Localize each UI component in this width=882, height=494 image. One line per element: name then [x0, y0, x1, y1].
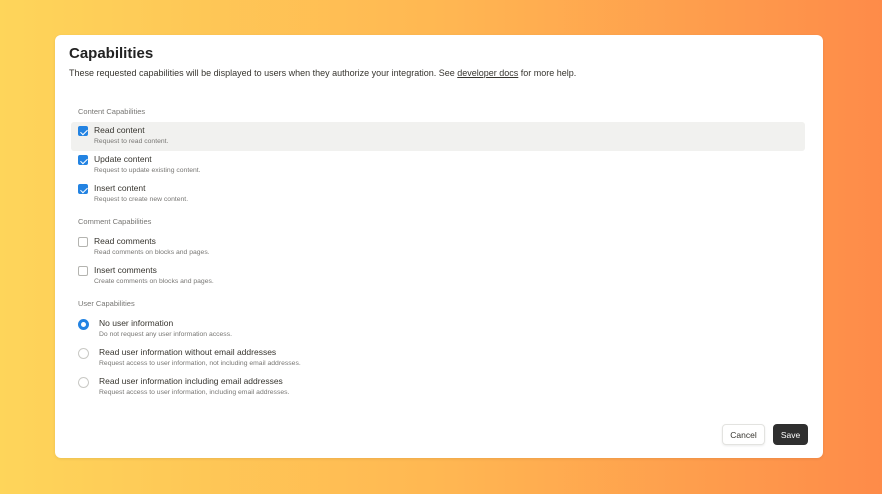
option-title: Read user information without email addresses	[99, 347, 277, 357]
capability-title: Read content	[94, 125, 145, 135]
option-subtitle: Do not request any user information access.	[99, 330, 232, 338]
capability-read-comments[interactable]	[71, 233, 805, 262]
capability-subtitle: Request to update existing content.	[94, 166, 201, 174]
description-suffix: for more help.	[518, 68, 577, 78]
capability-subtitle: Request to read content.	[94, 137, 169, 145]
user-option-none[interactable]	[71, 315, 805, 344]
developer-docs-link[interactable]: developer docs	[457, 68, 519, 78]
capability-title: Update content	[94, 154, 152, 164]
option-subtitle: Request access to user information, including email addresses.	[99, 388, 290, 396]
capability-subtitle: Read comments on blocks and pages.	[94, 248, 210, 256]
capability-title: Insert comments	[94, 265, 157, 275]
capability-update-content[interactable]	[71, 151, 805, 180]
save-button[interactable]: Save	[773, 424, 808, 445]
no-user-info-radio[interactable]	[78, 319, 89, 330]
insert-content-checkbox[interactable]	[78, 184, 88, 194]
dialog-description	[69, 68, 576, 78]
option-subtitle: Request access to user information, not including email addresses.	[99, 359, 301, 367]
description-prefix: These requested capabilities will be displayed to users when they authorize your integration. See	[69, 68, 458, 78]
user-option-without-email[interactable]	[71, 344, 805, 373]
insert-comments-checkbox[interactable]	[78, 266, 88, 276]
capability-insert-comments[interactable]	[71, 262, 805, 291]
comment-capabilities-label: Comment Capabilities	[78, 217, 152, 226]
capability-insert-content[interactable]	[71, 180, 805, 209]
capabilities-dialog	[55, 35, 823, 458]
capability-subtitle: Create comments on blocks and pages.	[94, 277, 214, 285]
user-option-with-email[interactable]	[71, 373, 805, 402]
capability-read-content[interactable]	[71, 122, 805, 151]
option-title: Read user information including email addresses	[99, 376, 283, 386]
capability-title: Insert content	[94, 183, 146, 193]
option-title: No user information	[99, 318, 174, 328]
update-content-checkbox[interactable]	[78, 155, 88, 165]
content-capabilities-label: Content Capabilities	[78, 107, 146, 116]
user-info-with-email-radio[interactable]	[78, 377, 89, 388]
read-comments-checkbox[interactable]	[78, 237, 88, 247]
user-capabilities-label: User Capabilities	[78, 299, 135, 308]
cancel-button[interactable]: Cancel	[722, 424, 765, 445]
capability-title: Read comments	[94, 236, 156, 246]
user-info-without-email-radio[interactable]	[78, 348, 89, 359]
dialog-title: Capabilities	[69, 45, 154, 62]
read-content-checkbox[interactable]	[78, 126, 88, 136]
capability-subtitle: Request to create new content.	[94, 195, 189, 203]
